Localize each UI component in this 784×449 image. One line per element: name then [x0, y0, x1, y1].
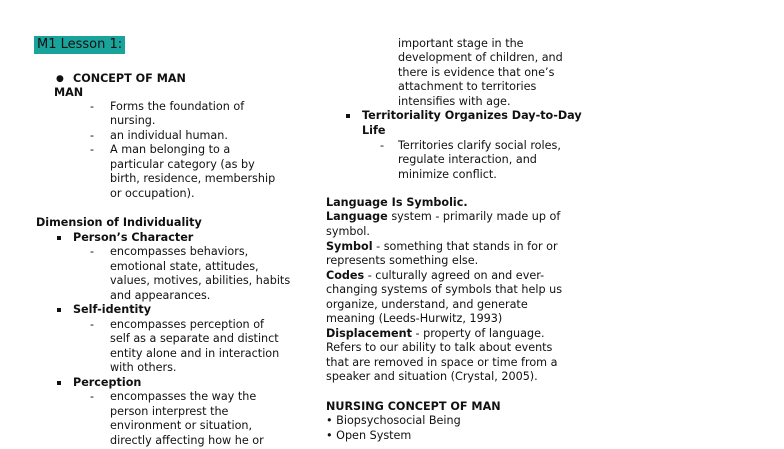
dash-icon: - — [380, 139, 385, 152]
dash-icon: - — [90, 245, 95, 258]
definition-codes — [326, 269, 544, 284]
dimension-line: encompasses the way the — [110, 390, 257, 403]
dimension-line: with others. — [110, 361, 177, 374]
dimension-line: person interprest the — [110, 405, 229, 418]
dimension-line: encompasses behaviors, — [110, 245, 249, 258]
definition-language — [326, 210, 560, 225]
dash-icon: - — [90, 390, 95, 403]
continued-line: development of children, and — [398, 51, 563, 64]
territoriality-title: Territoriality Organizes Day-to-Day — [362, 109, 582, 122]
continued-line: important stage in the — [398, 37, 524, 50]
dimension-item-title: Perception — [73, 376, 142, 389]
dash-icon: - — [90, 318, 95, 331]
dimension-line: environment or situation, — [110, 419, 253, 432]
square-bullet-icon — [57, 236, 61, 240]
man-item-line: nursing. — [110, 114, 156, 127]
dash-icon: - — [90, 100, 95, 113]
nursing-title: NURSING CONCEPT OF MAN — [326, 400, 501, 413]
dimension-item-title: Self-identity — [73, 303, 152, 316]
territoriality-line: Territories clarify social roles, — [398, 139, 561, 152]
continued-line: attachment to territories — [398, 80, 537, 93]
man-item-line: particular category (as by — [110, 158, 255, 171]
dimension-line: encompasses perception of — [110, 318, 264, 331]
term-text: - something that stands in for or — [372, 240, 558, 253]
definition-displacement — [326, 327, 545, 342]
dimension-line: values, motives, abilities, habits — [110, 274, 291, 287]
bullet-icon: ● — [56, 74, 64, 84]
dimension-line: self as a separate and distinct — [110, 332, 279, 345]
territoriality-title: Life — [362, 124, 386, 137]
dimension-line: entity alone and in interaction — [110, 347, 280, 360]
territoriality-line: regulate interaction, and — [398, 153, 537, 166]
nursing-item: • Open System — [326, 429, 412, 442]
dimension-title: Dimension of Individuality — [36, 216, 202, 229]
dimension-line: and appearances. — [110, 289, 211, 302]
term-text: - property of language. — [411, 327, 545, 340]
nursing-item: • Biopsychosocial Being — [326, 414, 461, 427]
definition-line: organize, understand, and generate — [326, 298, 528, 311]
definition-line: speaker and situation (Crystal, 2005). — [326, 370, 538, 383]
dash-icon: - — [90, 129, 95, 142]
man-item-line: A man belonging to a — [110, 143, 231, 156]
term-text: - culturally agreed on and ever- — [364, 269, 545, 282]
definition-line: changing systems of symbols that help us — [326, 283, 563, 296]
man-item-line: birth, residence, membership — [110, 172, 276, 185]
definition-line: represents something else. — [326, 254, 479, 267]
term: Symbol — [326, 240, 373, 253]
term: Language — [326, 210, 388, 223]
square-bullet-icon — [57, 381, 61, 385]
dash-icon: - — [90, 143, 95, 156]
definition-symbol — [326, 240, 558, 255]
language-heading: Language Is Symbolic. — [326, 196, 468, 209]
square-bullet-icon — [346, 114, 350, 118]
man-item-line: or occupation). — [110, 187, 195, 200]
lesson-heading: M1 Lesson 1: — [34, 36, 125, 54]
territoriality-line: minimize conflict. — [398, 168, 497, 181]
concept-title: CONCEPT OF MAN — [73, 72, 186, 85]
dimension-item-title: Person’s Character — [73, 231, 194, 244]
continued-line: there is evidence that one’s — [398, 66, 555, 79]
man-label: MAN — [54, 86, 84, 99]
definition-line: that are removed in space or time from a — [326, 356, 558, 369]
continued-line: intensifies with age. — [398, 95, 511, 108]
definition-line: meaning (Leeds-Hurwitz, 1993) — [326, 312, 503, 325]
definition-line: Refers to our ability to talk about events — [326, 341, 553, 354]
square-bullet-icon — [57, 308, 61, 312]
term: Codes — [326, 269, 365, 282]
term: Displacement — [326, 327, 412, 340]
term-text: system - primarily made up of — [387, 210, 561, 223]
dimension-line: directly affecting how he or — [110, 434, 264, 447]
definition-line: symbol. — [326, 225, 370, 238]
dimension-line: emotional state, attitudes, — [110, 260, 259, 273]
man-item-line: Forms the foundation of — [110, 100, 245, 113]
man-item-line: an individual human. — [110, 129, 228, 142]
